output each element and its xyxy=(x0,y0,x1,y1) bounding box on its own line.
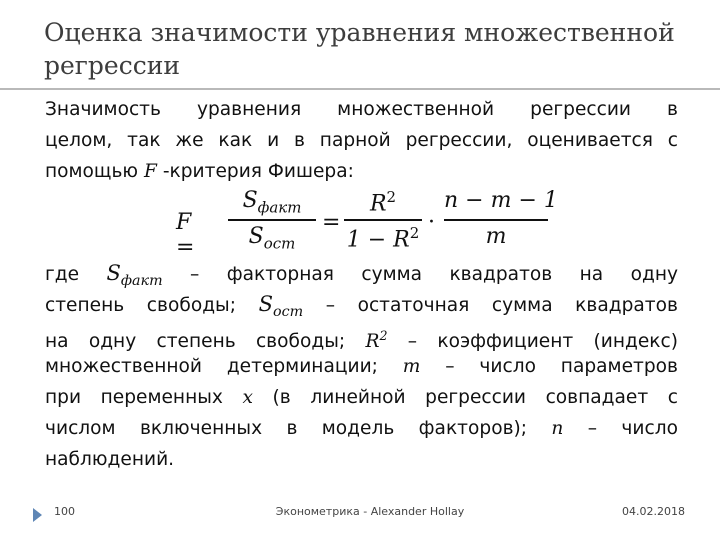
degrees-denominator: m xyxy=(485,224,507,249)
fraction-r2 xyxy=(344,184,422,264)
intro-line-3-suffix: -критерия Фишера: xyxy=(162,161,354,182)
formula-dot: · xyxy=(428,210,435,235)
slide-title: Оценка значимости уравнения множественной регрессии xyxy=(44,18,675,80)
fraction-bar xyxy=(444,219,548,221)
definitions-paragraph xyxy=(45,258,678,475)
intro-line-2: целом, так же как и в парной регрессии, оценивается с xyxy=(45,130,678,151)
intro-line-3-text: помощью xyxy=(45,161,139,182)
r2-denominator: $1 - R^2$ xyxy=(346,224,420,253)
title-divider xyxy=(0,88,720,90)
r2-numerator: $R^2$ xyxy=(369,188,397,217)
def-line-2: степень свободы; $S_{ост}$ – остаточная сумма квадратов xyxy=(45,292,678,321)
def-line-5: при переменных x (в линейной регрессии совпадает с xyxy=(45,387,678,408)
intro-line-1: Значимость уравнения множественной регрессии в xyxy=(45,99,678,120)
degrees-numerator: n − m − 1 xyxy=(444,188,558,213)
s-ost-term: $S_{ост}$ xyxy=(248,224,296,253)
def-line-3: на одну степень свободы; $R^2$ – коэффициент (индекс) xyxy=(45,328,678,353)
def-line-4: множественной детерминации; m – число параметров xyxy=(45,356,678,377)
fisher-f-symbol: F xyxy=(143,161,157,182)
formula-lhs: F = xyxy=(176,210,195,260)
fraction-bar xyxy=(344,219,422,221)
page-number: 100 xyxy=(54,505,75,518)
footer-date: 04.02.2018 xyxy=(622,505,685,518)
formula-equals: = xyxy=(322,210,341,235)
def-line-7: наблюдений. xyxy=(45,449,175,470)
fraction-s-ratio xyxy=(228,184,316,264)
footer-course-title: Эконометрика - Alexander Hollay xyxy=(275,505,465,518)
fraction-degrees xyxy=(444,184,558,264)
fraction-bar xyxy=(228,219,316,221)
bullet-triangle-icon xyxy=(33,508,42,522)
def-line-1: где $S_{факт}$ – факторная сумма квадратов на одну xyxy=(45,261,678,290)
intro-line-3 xyxy=(45,156,354,187)
def-line-6: числом включенных в модель факторов); n – число xyxy=(45,418,678,439)
s-fact-term: $S_{факт}$ xyxy=(242,188,302,217)
